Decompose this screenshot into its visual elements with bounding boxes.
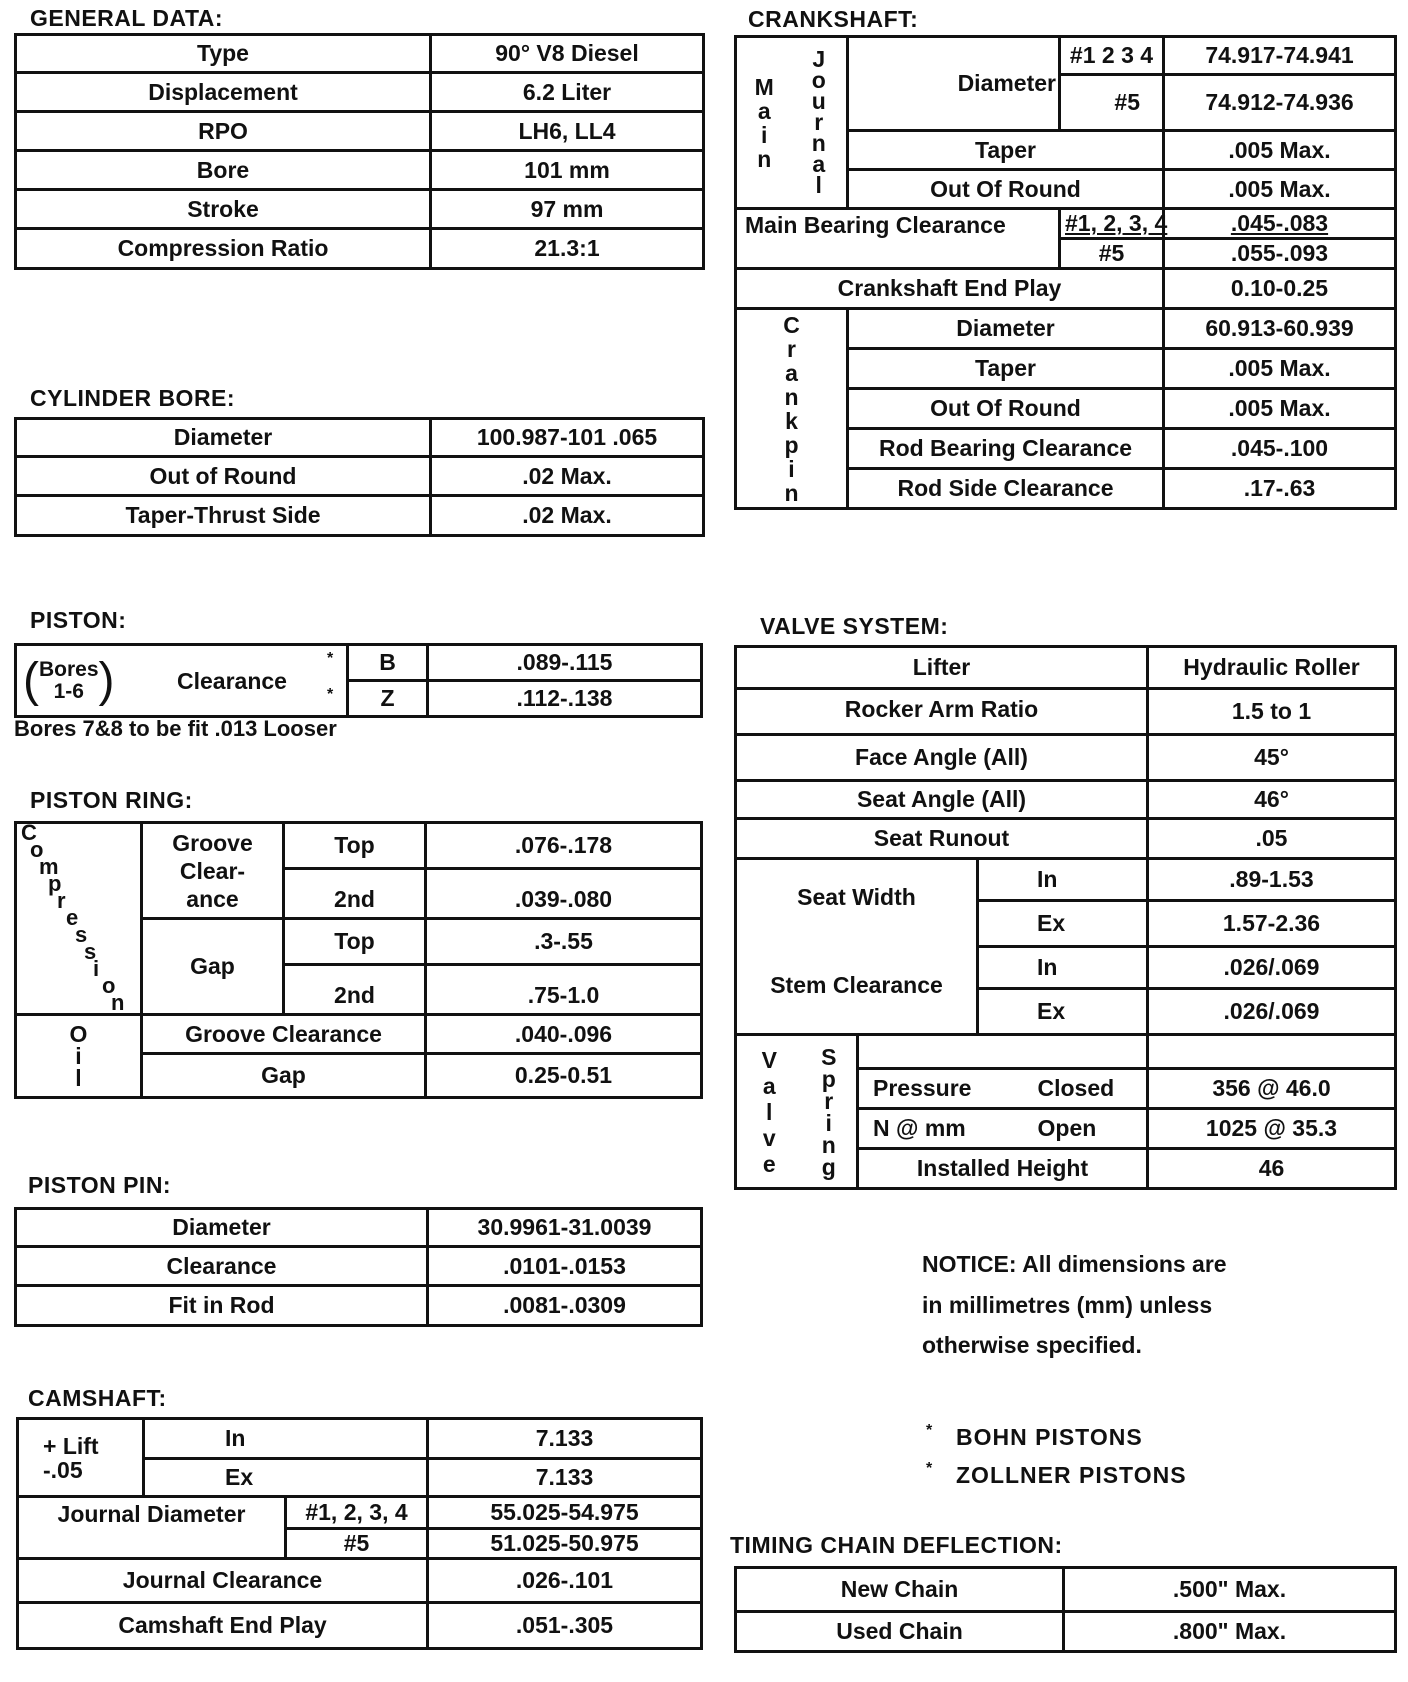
crank-oor-value: .005 Max. — [1164, 170, 1396, 209]
timing-chain-table — [734, 1566, 1397, 1653]
ring-groove-2nd-value: .039-.080 — [426, 869, 702, 919]
notice-line1: NOTICE: All dimensions are — [922, 1251, 1227, 1277]
valve-face-value: 45° — [1148, 735, 1396, 781]
zollner-star: * — [926, 1460, 933, 1477]
valve-face-label: Face Angle (All) — [736, 735, 1148, 781]
valve-rocker-label: Rocker Arm Ratio — [736, 689, 1148, 735]
bohn-star: * — [926, 1422, 933, 1439]
piston-z-value: .112-.138 — [428, 681, 702, 717]
valve-sw-in-label: In — [978, 859, 1148, 901]
valve-closed-label: Closed — [978, 1069, 1148, 1109]
crank-oor-label: Out Of Round — [848, 170, 1164, 209]
ring-gap-2nd-label: 2nd — [284, 965, 426, 1015]
valve-sc-ex-value: .026/.069 — [1148, 989, 1396, 1035]
piston-bores-line2: 1-6 — [53, 679, 84, 703]
timing-used-label: Used Chain — [736, 1612, 1064, 1652]
general-row-label: Displacement — [16, 73, 431, 112]
cam-in-value: 7.133 — [428, 1419, 702, 1459]
valve-sw-ex-value: 1.57-2.36 — [1148, 901, 1396, 947]
timing-chain-title: TIMING CHAIN DEFLECTION: — [730, 1532, 1063, 1558]
oil-gap-label: Gap — [142, 1054, 426, 1098]
general-row-label: Stroke — [16, 190, 431, 229]
piston-clearance-label: Clearance — [177, 668, 287, 694]
compression-label: C o m p r e s s i o n — [16, 823, 142, 1015]
crankpin-rsc-label: Rod Side Clearance — [848, 469, 1164, 509]
piston-title: PISTON: — [30, 607, 127, 633]
cam-lift-label — [18, 1419, 144, 1497]
valve-open-value: 1025 @ 35.3 — [1148, 1109, 1396, 1149]
crank-end-play-label: Crankshaft End Play — [736, 269, 1164, 309]
valve-sc-in-label: In — [978, 947, 1148, 989]
crank-d1234-value: 74.917-74.941 — [1164, 37, 1396, 75]
valve-seat-angle-label: Seat Angle (All) — [736, 781, 1148, 819]
piston-b-value: .089-.115 — [428, 645, 702, 681]
valve-sw-in-value: .89-1.53 — [1148, 859, 1396, 901]
valve-pressure-label: Pressure — [858, 1069, 978, 1109]
crank-mbc5-value: .055-.093 — [1164, 239, 1396, 269]
valve-open-label: Open — [978, 1109, 1148, 1149]
valve-seat-width-label: Seat Width — [797, 884, 916, 910]
valve-lifter-value: Hydraulic Roller — [1148, 647, 1396, 689]
oil-groove-value: .040-.096 — [426, 1015, 702, 1054]
ring-gap-top-label: Top — [284, 919, 426, 965]
crank-taper-label: Taper — [848, 131, 1164, 170]
piston-bores-line1: Bores — [38, 657, 99, 681]
ring-gap-label: Gap — [142, 919, 284, 1015]
crank-d5-value: 74.912-74.936 — [1164, 75, 1396, 131]
pin-row-label: Fit in Rod — [16, 1286, 428, 1326]
general-row-value: 21.3:1 — [431, 229, 704, 269]
piston-ring-table — [14, 821, 703, 1099]
crankpin-taper-label: Taper — [848, 349, 1164, 389]
valve-runout-label: Seat Runout — [736, 819, 1148, 859]
cylinder-bore-title: CYLINDER BORE: — [30, 385, 236, 411]
piston-star-b: * — [327, 650, 334, 667]
piston-pin-title: PISTON PIN: — [28, 1172, 172, 1198]
general-row-label: Type — [16, 35, 431, 73]
crankshaft-title: CRANKSHAFT: — [748, 6, 919, 32]
valve-sc-in-value: .026/.069 — [1148, 947, 1396, 989]
general-row-label: Bore — [16, 151, 431, 190]
valve-system-table — [734, 645, 1397, 1190]
cylinder-row-value: 100.987-101 .065 — [431, 419, 704, 457]
timing-used-value: .800" Max. — [1064, 1612, 1396, 1652]
pin-row-label: Diameter — [16, 1209, 428, 1247]
crankpin-rsc-value: .17-.63 — [1164, 469, 1396, 509]
ring-groove-top-value: .076-.178 — [426, 823, 702, 869]
valve-sw-sc-cell — [736, 859, 978, 1035]
valve-stem-clearance-label: Stem Clearance — [770, 972, 943, 998]
general-row-value: LH6, LL4 — [431, 112, 704, 151]
piston-table — [14, 643, 703, 718]
general-row-value: 101 mm — [431, 151, 704, 190]
cam-journal-diameter-label: Journal Diameter — [18, 1497, 286, 1559]
cylinder-row-label: Taper-Thrust Side — [16, 496, 431, 536]
valve-seat-angle-value: 46° — [1148, 781, 1396, 819]
bohn-pistons: BOHN PISTONS — [956, 1424, 1143, 1450]
crank-crankpin-label: C r a n k p i n — [736, 309, 848, 509]
piston-ring-title: PISTON RING: — [30, 787, 193, 813]
crankpin-oor-value: .005 Max. — [1164, 389, 1396, 429]
valve-lifter-label: Lifter — [736, 647, 1148, 689]
crank-diameter-label: Diameter — [848, 37, 1060, 131]
ring-gap-2nd-value: .75-1.0 — [426, 965, 702, 1015]
cam-j5-label: #5 — [286, 1529, 428, 1559]
crank-d1234-label: #1 2 3 4 — [1060, 37, 1164, 75]
ring-top-label: Top — [284, 823, 426, 869]
valve-nmm-label: N @ mm — [858, 1109, 978, 1149]
crank-mbc1234-label: #1, 2, 3, 4 — [1060, 209, 1164, 239]
notice-line2: in millimetres (mm) unless — [922, 1292, 1213, 1318]
valve-spring-valve-label: V a l v e — [736, 1035, 802, 1189]
cylinder-row-label: Out of Round — [16, 457, 431, 496]
valve-runout-value: .05 — [1148, 819, 1396, 859]
valve-spring-spring-label: S p r i n g — [802, 1035, 858, 1189]
cam-journal-clearance-label: Journal Clearance — [18, 1559, 428, 1603]
crankpin-rbc-label: Rod Bearing Clearance — [848, 429, 1164, 469]
crank-mbc5-label: #5 — [1060, 239, 1164, 269]
cam-in-label: In — [144, 1419, 428, 1459]
valve-closed-value: 356 @ 46.0 — [1148, 1069, 1396, 1109]
crankshaft-table — [734, 35, 1397, 510]
cam-j1234-value: 55.025-54.975 — [428, 1497, 702, 1529]
general-row-value: 6.2 Liter — [431, 73, 704, 112]
valve-sc-ex-label: Ex — [978, 989, 1148, 1035]
valve-rocker-value: 1.5 to 1 — [1148, 689, 1396, 735]
crank-journal-label: J o u r n a l — [792, 37, 848, 209]
cam-end-play-value: .051-.305 — [428, 1603, 702, 1649]
piston-bores-cell: ( Bores 1-6 ) Clearance * * — [16, 645, 348, 717]
ring-2nd-label: 2nd — [284, 869, 426, 919]
general-data-table — [14, 33, 705, 270]
camshaft-title: CAMSHAFT: — [28, 1385, 167, 1411]
pin-row-value: .0101-.0153 — [428, 1247, 702, 1286]
general-row-label: Compression Ratio — [16, 229, 431, 269]
crank-taper-value: .005 Max. — [1164, 131, 1396, 170]
piston-pin-table — [14, 1207, 703, 1327]
camshaft-table — [16, 1417, 703, 1650]
timing-new-label: New Chain — [736, 1568, 1064, 1612]
pin-row-value: 30.9961-31.0039 — [428, 1209, 702, 1247]
piston-star-z: * — [327, 686, 334, 703]
crank-mbc-label: Main Bearing Clearance — [736, 209, 1060, 269]
valve-sw-ex-label: Ex — [978, 901, 1148, 947]
crankpin-rbc-value: .045-.100 — [1164, 429, 1396, 469]
cam-ex-value: 7.133 — [428, 1459, 702, 1497]
timing-new-value: .500" Max. — [1064, 1568, 1396, 1612]
crank-main-label: M a i n — [736, 37, 792, 209]
oil-gap-value: 0.25-0.51 — [426, 1054, 702, 1098]
notice-line3: otherwise specified. — [922, 1332, 1142, 1358]
piston-b-label: B — [348, 645, 428, 681]
groove-clearance-label: Groove Clear- ance — [142, 823, 284, 919]
general-row-value: 90° V8 Diesel — [431, 35, 704, 73]
cylinder-row-value: .02 Max. — [431, 496, 704, 536]
pin-row-value: .0081-.0309 — [428, 1286, 702, 1326]
crankpin-oor-label: Out Of Round — [848, 389, 1164, 429]
valve-installed-value: 46 — [1148, 1149, 1396, 1189]
oil-groove-label: Groove Clearance — [142, 1015, 426, 1054]
crankpin-diameter-label: Diameter — [848, 309, 1164, 349]
cam-lift-line2: -.05 — [43, 1456, 83, 1483]
crankpin-taper-value: .005 Max. — [1164, 349, 1396, 389]
crank-d5-label: #5 — [1060, 75, 1164, 131]
cylinder-row-value: .02 Max. — [431, 457, 704, 496]
cam-j1234-label: #1, 2, 3, 4 — [286, 1497, 428, 1529]
cam-ex-label: Ex — [144, 1459, 428, 1497]
crank-end-play-value: 0.10-0.25 — [1164, 269, 1396, 309]
valve-system-title: VALVE SYSTEM: — [760, 613, 949, 639]
piston-note: Bores 7&8 to be fit .013 Looser — [14, 716, 337, 741]
cam-j5-value: 51.025-50.975 — [428, 1529, 702, 1559]
crank-mbc1234-value: .045-.083 — [1164, 209, 1396, 239]
cam-end-play-label: Camshaft End Play — [18, 1603, 428, 1649]
general-row-label: RPO — [16, 112, 431, 151]
oil-label: O i l — [16, 1015, 142, 1098]
cam-journal-clearance-value: .026-.101 — [428, 1559, 702, 1603]
cam-lift-line1: + Lift — [43, 1432, 99, 1459]
cylinder-bore-table — [14, 417, 705, 537]
general-row-value: 97 mm — [431, 190, 704, 229]
ring-gap-top-value: .3-.55 — [426, 919, 702, 965]
crankpin-diameter-value: 60.913-60.939 — [1164, 309, 1396, 349]
zollner-pistons: ZOLLNER PISTONS — [956, 1462, 1187, 1488]
cylinder-row-label: Diameter — [16, 419, 431, 457]
general-data-title: GENERAL DATA: — [30, 5, 224, 31]
piston-z-label: Z — [348, 681, 428, 717]
pin-row-label: Clearance — [16, 1247, 428, 1286]
valve-installed-label: Installed Height — [858, 1149, 1148, 1189]
